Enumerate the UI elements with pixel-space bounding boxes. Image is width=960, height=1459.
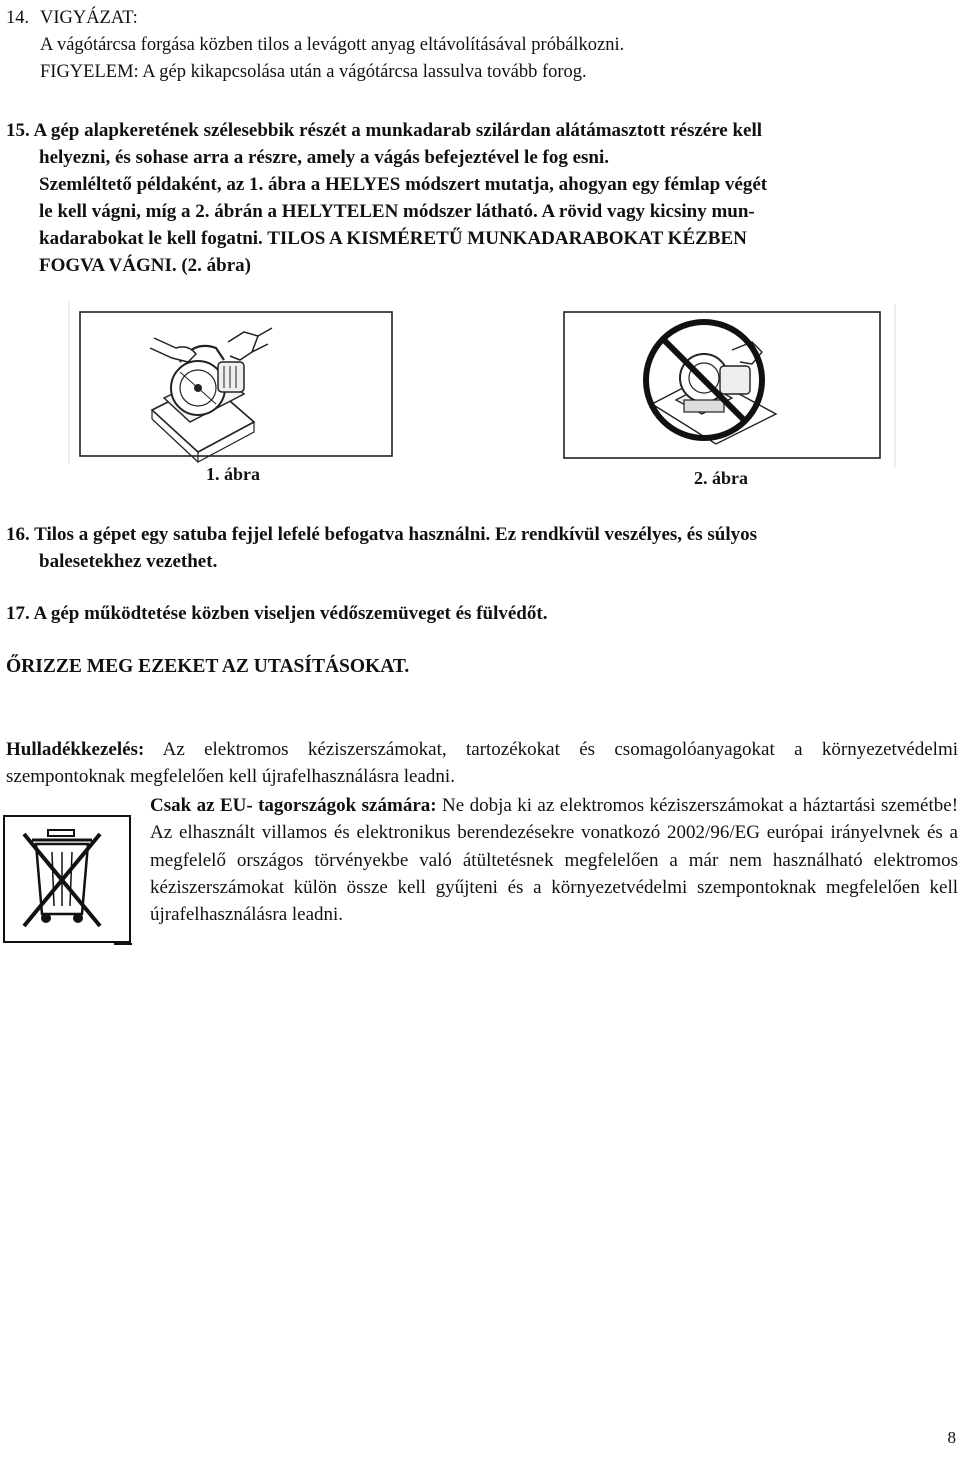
item-15 (6, 117, 767, 279)
eu-paragraph (150, 792, 958, 928)
item-15-line-2: helyezni, és sohase arra a részre, amely a vágás befejeztével le fog esni. (39, 147, 610, 168)
item-14-heading: 14. VIGYÁZAT: (6, 8, 138, 28)
item-15-line-5: kadarabokat le kell fogatni. TILOS A KISMÉRETŰ MUNKADARABOKAT KÉZBEN (39, 228, 747, 249)
figure-1-correct-method (68, 302, 460, 464)
item-16 (6, 521, 757, 575)
item-14 (6, 5, 624, 86)
item-16-line-2: balesetekhez vezethet. (39, 551, 218, 572)
waste-text: Az elektromos kéziszerszámokat, tartozékokat és csomagolóanyagokat a környezetvédelmi szempontoknak megfelelően kell újrafelhasználásra leadni. (6, 739, 958, 787)
eu-text: Ne dobja ki az elektromos kéziszerszámokat a háztartási szemétbe! Az elhasznált villamos és elektronikus berendezésekre vonatkozó 2002/96/EG európai irányelvnek és a megfelelő országos törvényekbe való átültetésnek megfelelően a már nem használható elektromos kéziszerszámokat külön össze kell gyűjteni és a környezetvédelmi szempontoknak megfelelően kell újrafelhasználásra leadni. (150, 795, 959, 926)
figure-1-label: 1. ábra (206, 464, 260, 484)
item-15-line-3: Szemléltető példaként, az 1. ábra a HELYES módszert mutatja, ahogyan egy fémlap végét (39, 174, 768, 195)
item-17: 17. A gép működtetése közben viseljen védőszemüveget és fülvédőt. (6, 603, 548, 624)
item-15-line-1: 15. A gép alapkeretének szélesebbik részét a munkadarab szilárdan alátámasztott részére kell (6, 120, 763, 141)
item-14-line-2: FIGYELEM: A gép kikapcsolása után a vágótárcsa lassulva tovább forog. (40, 62, 587, 82)
waste-paragraph (6, 736, 958, 790)
figure-2-incorrect-method (556, 304, 896, 468)
item-15-line-6: FOGVA VÁGNI. (2. ábra) (39, 255, 252, 276)
item-15-line-4: le kell vágni, míg a 2. ábrán a HELYTELEN módszer látható. A rövid vagy kicsiny mun- (39, 201, 755, 222)
waste-heading: Hulladékkezelés: (6, 739, 145, 760)
crossed-out-bin-icon (2, 814, 134, 950)
item-16-line-1: 16. Tilos a gépet egy satuba fejjel lefelé befogatva használni. Ez rendkívül veszélyes, és súlyos (6, 524, 758, 545)
eu-heading: Csak az EU- tagországok számára: (150, 795, 437, 816)
page-number: 8 (947, 1428, 956, 1447)
figure-2-label: 2. ábra (694, 468, 748, 488)
keep-instructions-heading: ŐRIZZE MEG EZEKET AZ UTASÍTÁSOKAT. (6, 656, 410, 677)
item-14-line-1: A vágótárcsa forgása közben tilos a levágott anyag eltávolításával próbálkozni. (40, 35, 625, 55)
